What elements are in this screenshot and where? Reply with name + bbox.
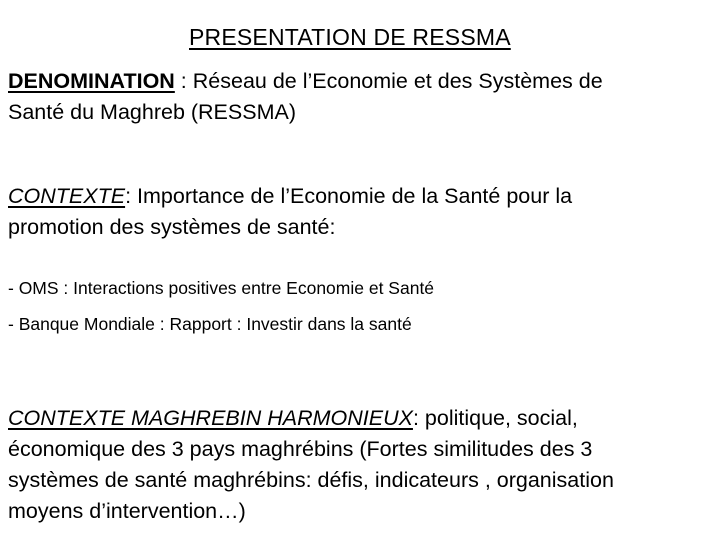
denomination-label: DENOMINATION <box>8 69 175 93</box>
contexte-maghrebin-label: CONTEXTE MAGHREBIN HARMONIEUX <box>8 406 413 430</box>
contexte-maghrebin-line-1 <box>8 403 614 434</box>
slide-title: PRESENTATION DE RESSMA <box>189 24 511 50</box>
denomination-line-1 <box>8 66 603 97</box>
contexte-paragraph <box>8 181 572 243</box>
contexte-maghrebin-line-2: économique des 3 pays maghrébins (Fortes similitudes des 3 <box>8 437 593 461</box>
contexte-text-2: promotion des systèmes de santé: <box>8 215 336 239</box>
denomination-text-1: : Réseau de l’Economie et des Systèmes de <box>174 69 603 93</box>
denomination-text-2: Santé du Maghreb (RESSMA) <box>8 100 296 124</box>
denomination-paragraph <box>8 66 603 128</box>
contexte-maghrebin-line-4: moyens d’intervention…) <box>8 499 246 523</box>
contexte-label: CONTEXTE <box>8 184 126 208</box>
bullet-banque-mondiale: - Banque Mondiale : Rapport : Investir dans la santé <box>8 314 412 334</box>
contexte-text-1: : Importance de l’Economie de la Santé pour la <box>125 184 573 208</box>
contexte-maghrebin-paragraph <box>8 403 614 527</box>
contexte-maghrebin-text-1: : politique, social, <box>412 406 578 430</box>
bullet-oms: - OMS : Interactions positives entre Economie et Santé <box>8 278 435 298</box>
contexte-maghrebin-line-3: systèmes de santé maghrébins: défis, indicateurs , organisation <box>8 468 614 492</box>
contexte-line-1 <box>8 181 572 212</box>
